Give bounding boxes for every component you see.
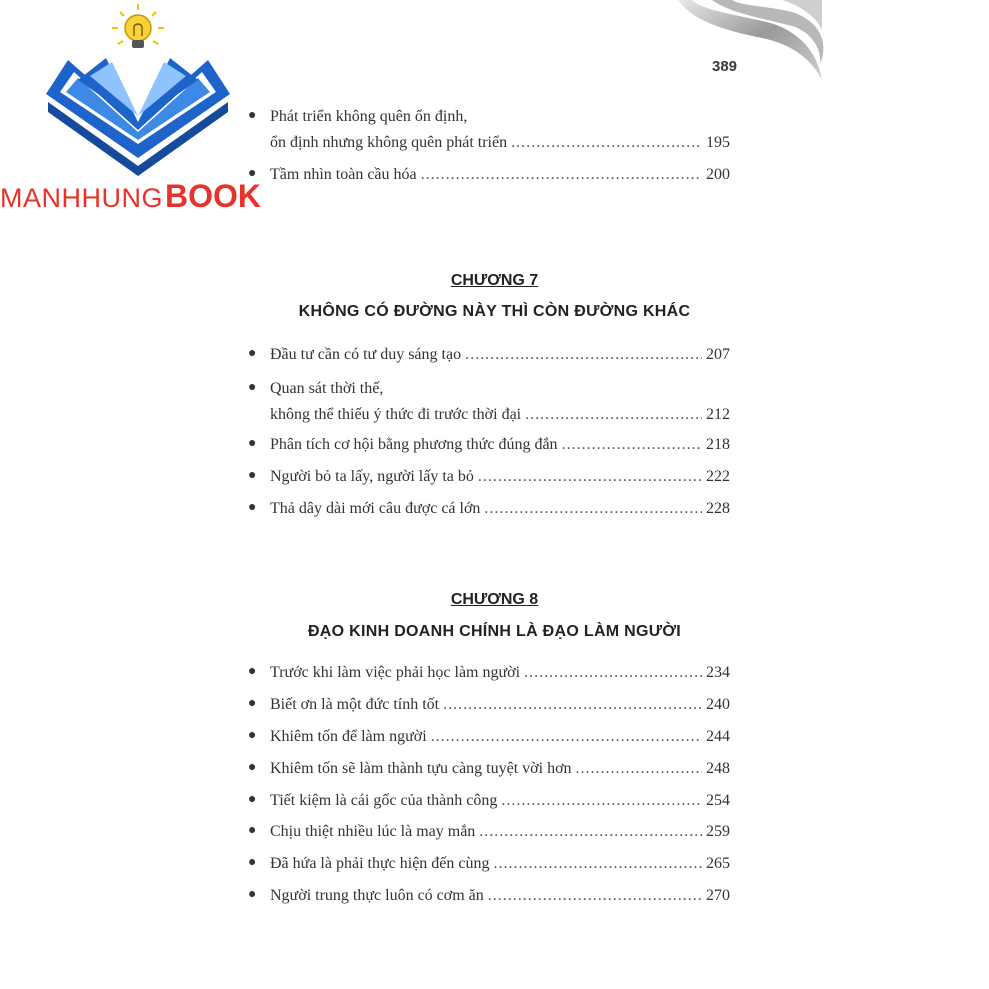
toc-entry-text: Phân tích cơ hội bằng phương thức đúng đắn: [270, 436, 558, 453]
toc-entry: [248, 664, 730, 688]
toc-entry-page: 259: [706, 823, 730, 840]
toc-entry-text: Biết ơn là một đức tính tốt: [270, 696, 440, 713]
book-logo-icon: [38, 2, 238, 180]
bullet-icon: ●: [248, 436, 257, 451]
bullet-icon: ●: [248, 887, 257, 902]
toc-entry-text-line1: Quan sát thời thế,: [270, 380, 384, 397]
toc-entry-page: 200: [706, 166, 730, 183]
toc-entry-page: 228: [706, 500, 730, 517]
leader-dots: [511, 134, 702, 152]
toc-entry-page: 212: [706, 406, 730, 423]
toc-entry: [248, 380, 730, 430]
toc-entry-text: Chịu thiệt nhiều lúc là may mắn: [270, 823, 476, 840]
chapter-title: KHÔNG CÓ ĐƯỜNG NÀY THÌ CÒN ĐƯỜNG KHÁC: [298, 303, 691, 320]
bullet-icon: ●: [248, 823, 257, 838]
leader-dots: [576, 760, 702, 778]
toc-entry: [248, 855, 730, 879]
toc-entry: [248, 436, 730, 460]
toc-entry: [248, 166, 730, 190]
toc-entry-page: 270: [706, 887, 730, 904]
leader-dots: [479, 823, 702, 841]
bullet-icon: ●: [248, 855, 257, 870]
bullet-icon: ●: [248, 664, 257, 679]
page-number: 389: [712, 58, 738, 75]
toc-entry: [248, 346, 730, 370]
leader-dots: [443, 696, 702, 714]
toc-entry-page: 234: [706, 664, 730, 681]
toc-entry-text-line1: Phát triển không quên ổn định,: [270, 108, 468, 125]
leader-dots: [484, 500, 702, 518]
bullet-icon: ●: [248, 108, 257, 123]
chapter-label: CHƯƠNG 8: [450, 591, 539, 608]
bullet-icon: ●: [248, 728, 257, 743]
logo-text: [0, 178, 261, 215]
leader-dots: [494, 855, 703, 873]
leader-dots: [488, 887, 702, 905]
chapter-label: CHƯƠNG 7: [450, 272, 539, 289]
toc-entry-text-line2: không thể thiếu ý thức đi trước thời đại: [270, 406, 522, 423]
toc-entry: [248, 728, 730, 752]
leader-dots: [524, 664, 702, 682]
bullet-icon: ●: [248, 500, 257, 515]
bullet-icon: ●: [248, 380, 257, 395]
toc-entry-page: 248: [706, 760, 730, 777]
leader-dots: [478, 468, 702, 486]
toc-entry-text: Người bỏ ta lấy, người lấy ta bỏ: [270, 468, 474, 485]
toc-entry-page: 265: [706, 855, 730, 872]
toc-entry-text: Tiết kiệm là cái gốc của thành công: [270, 792, 498, 809]
logo-text-part1: MANHHUNG: [0, 183, 163, 213]
toc-entry-page: 244: [706, 728, 730, 745]
toc-entry-page: 240: [706, 696, 730, 713]
toc-entry-page: 222: [706, 468, 730, 485]
leader-dots: [562, 436, 702, 454]
logo-text-part2: BOOK: [165, 178, 261, 214]
toc-entry-page: 207: [706, 346, 730, 363]
leader-dots: [431, 728, 702, 746]
toc-entry-text: Đã hứa là phải thực hiện đến cùng: [270, 855, 490, 872]
toc-entry-text-line2: ổn định nhưng không quên phát triển: [270, 134, 508, 151]
bullet-icon: ●: [248, 346, 257, 361]
toc-entry-text: Đầu tư cần có tư duy sáng tạo: [270, 346, 462, 363]
toc-entry: [248, 823, 730, 847]
toc-entry-text: Tầm nhìn toàn cầu hóa: [270, 166, 417, 183]
bullet-icon: ●: [248, 468, 257, 483]
corner-swirl-decoration: [672, 0, 832, 100]
toc-entry: [248, 108, 730, 158]
toc-entry-page: 218: [706, 436, 730, 453]
toc-entry-page: 195: [706, 134, 730, 151]
bullet-icon: ●: [248, 792, 257, 807]
toc-entry-text: Người trung thực luôn có cơm ăn: [270, 887, 484, 904]
toc-entry: [248, 696, 730, 720]
toc-entry-page: 254: [706, 792, 730, 809]
toc-entry: [248, 792, 730, 816]
toc-entry: [248, 887, 730, 911]
chapter-title: ĐẠO KINH DOANH CHÍNH LÀ ĐẠO LÀM NGƯỜI: [307, 623, 682, 640]
leader-dots: [501, 792, 702, 810]
bullet-icon: ●: [248, 696, 257, 711]
leader-dots: [525, 406, 702, 424]
bullet-icon: ●: [248, 166, 257, 181]
toc-entry-text: Thả dây dài mới câu được cá lớn: [270, 500, 481, 517]
leader-dots: [465, 346, 702, 364]
bullet-icon: ●: [248, 760, 257, 775]
toc-entry-text: Trước khi làm việc phải học làm người: [270, 664, 521, 681]
toc-entry-text: Khiêm tốn để làm người: [270, 728, 427, 745]
leader-dots: [421, 166, 702, 184]
toc-entry: [248, 468, 730, 492]
toc-entry: [248, 500, 730, 524]
toc-entry: [248, 760, 730, 784]
toc-entry-text: Khiêm tốn sẽ làm thành tựu càng tuyệt vời hơn: [270, 760, 572, 777]
